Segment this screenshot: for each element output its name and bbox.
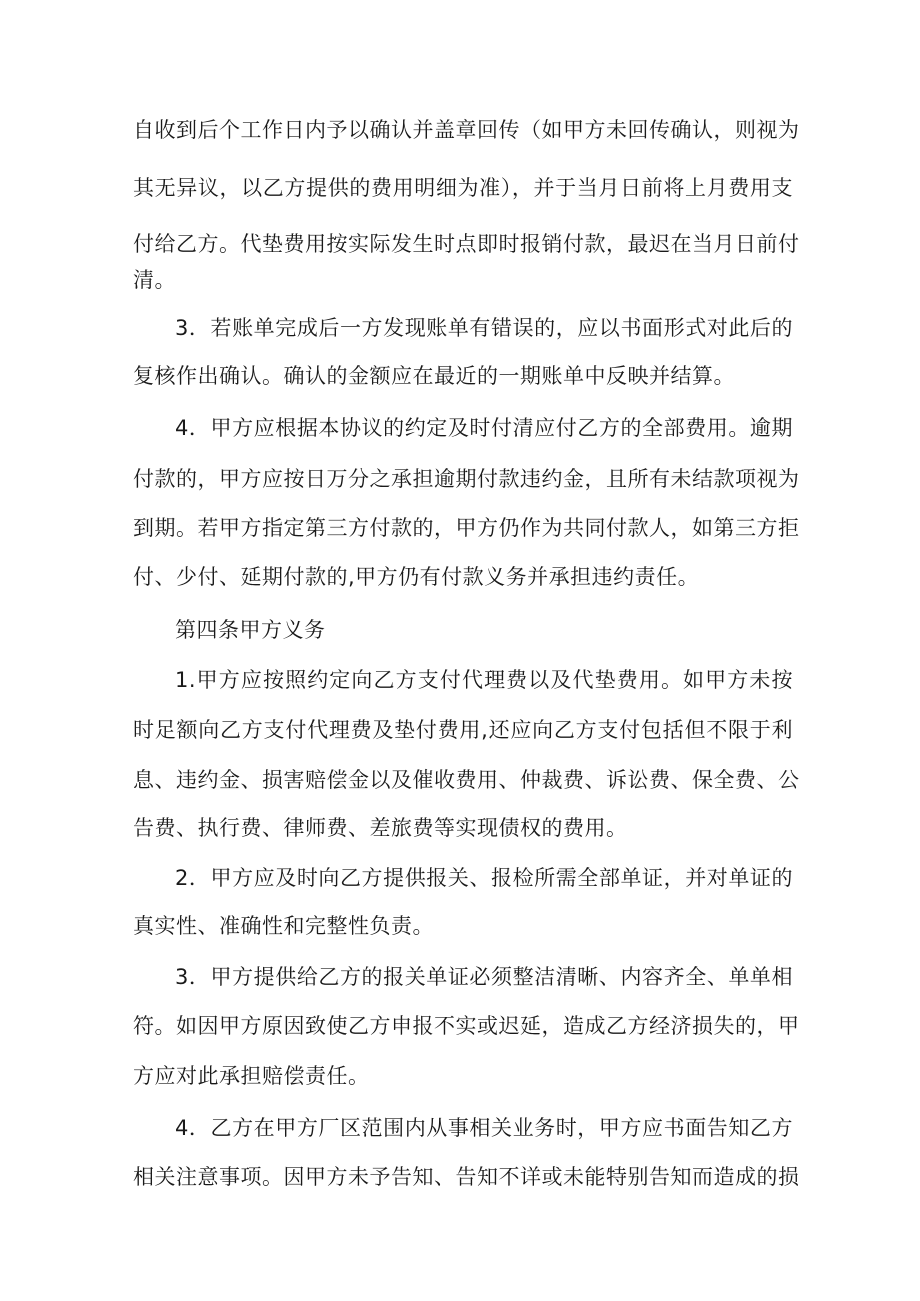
text-line: 息、违约金、损害赔偿金以及催收费用、仲裁费、诉讼费、保全费、公 <box>133 768 800 792</box>
text-line: 复核作出确认。确认的金额应在最近的一期账单中反映并结算。 <box>133 364 735 388</box>
text-line: 方应对此承担赔偿责任。 <box>133 1064 370 1088</box>
text-line: 付给乙方。代垫费用按实际发生时点即时报销付款，最迟在当月日前付 <box>133 232 800 256</box>
text-line: 告费、执行费、律师费、差旅费等实现债权的费用。 <box>133 816 628 840</box>
text-line: 自收到后个工作日内予以确认并盖章回传（如甲方未回传确认，则视为 <box>133 118 800 142</box>
text-line: 3．若账单完成后一方发现账单有错误的，应以书面形式对此后的 <box>175 316 793 340</box>
text-line: 付、少付、延期付款的,甲方仍有付款义务并承担违约责任。 <box>133 565 700 589</box>
text-line: 时足额向乙方支付代理费及垫付费用,还应向乙方支付包括但不限于利 <box>133 718 793 742</box>
text-line: 到期。若甲方指定第三方付款的，甲方仍作为共同付款人，如第三方拒 <box>133 516 800 540</box>
text-line: 相关注意事项。因甲方未予告知、告知不详或未能特别告知而造成的损 <box>133 1165 800 1189</box>
text-line: 付款的，甲方应按日万分之承担逾期付款违约金，且所有未结款项视为 <box>133 467 800 491</box>
text-line: 4．乙方在甲方厂区范围内从事相关业务时，甲方应书面告知乙方 <box>175 1116 793 1140</box>
section-heading: 第四条甲方义务 <box>175 618 326 642</box>
text-line: 符。如因甲方原因致使乙方申报不实或迟延，造成乙方经济损失的，甲 <box>133 1014 800 1038</box>
text-line: 1.甲方应按照约定向乙方支付代理费以及代垫费用。如甲方未按 <box>175 668 793 692</box>
text-line: 3．甲方提供给乙方的报关单证必须整洁清晰、内容齐全、单单相 <box>175 965 793 989</box>
text-line: 2．甲方应及时向乙方提供报关、报检所需全部单证，并对单证的 <box>175 866 793 890</box>
text-line: 清。 <box>133 268 176 292</box>
text-line: 4．甲方应根据本协议的约定及时付清应付乙方的全部费用。逾期 <box>175 416 793 440</box>
text-line: 真实性、准确性和完整性负责。 <box>133 914 434 938</box>
text-line: 其无异议，以乙方提供的费用明细为准），并于当月日前将上月费用支 <box>133 176 793 200</box>
